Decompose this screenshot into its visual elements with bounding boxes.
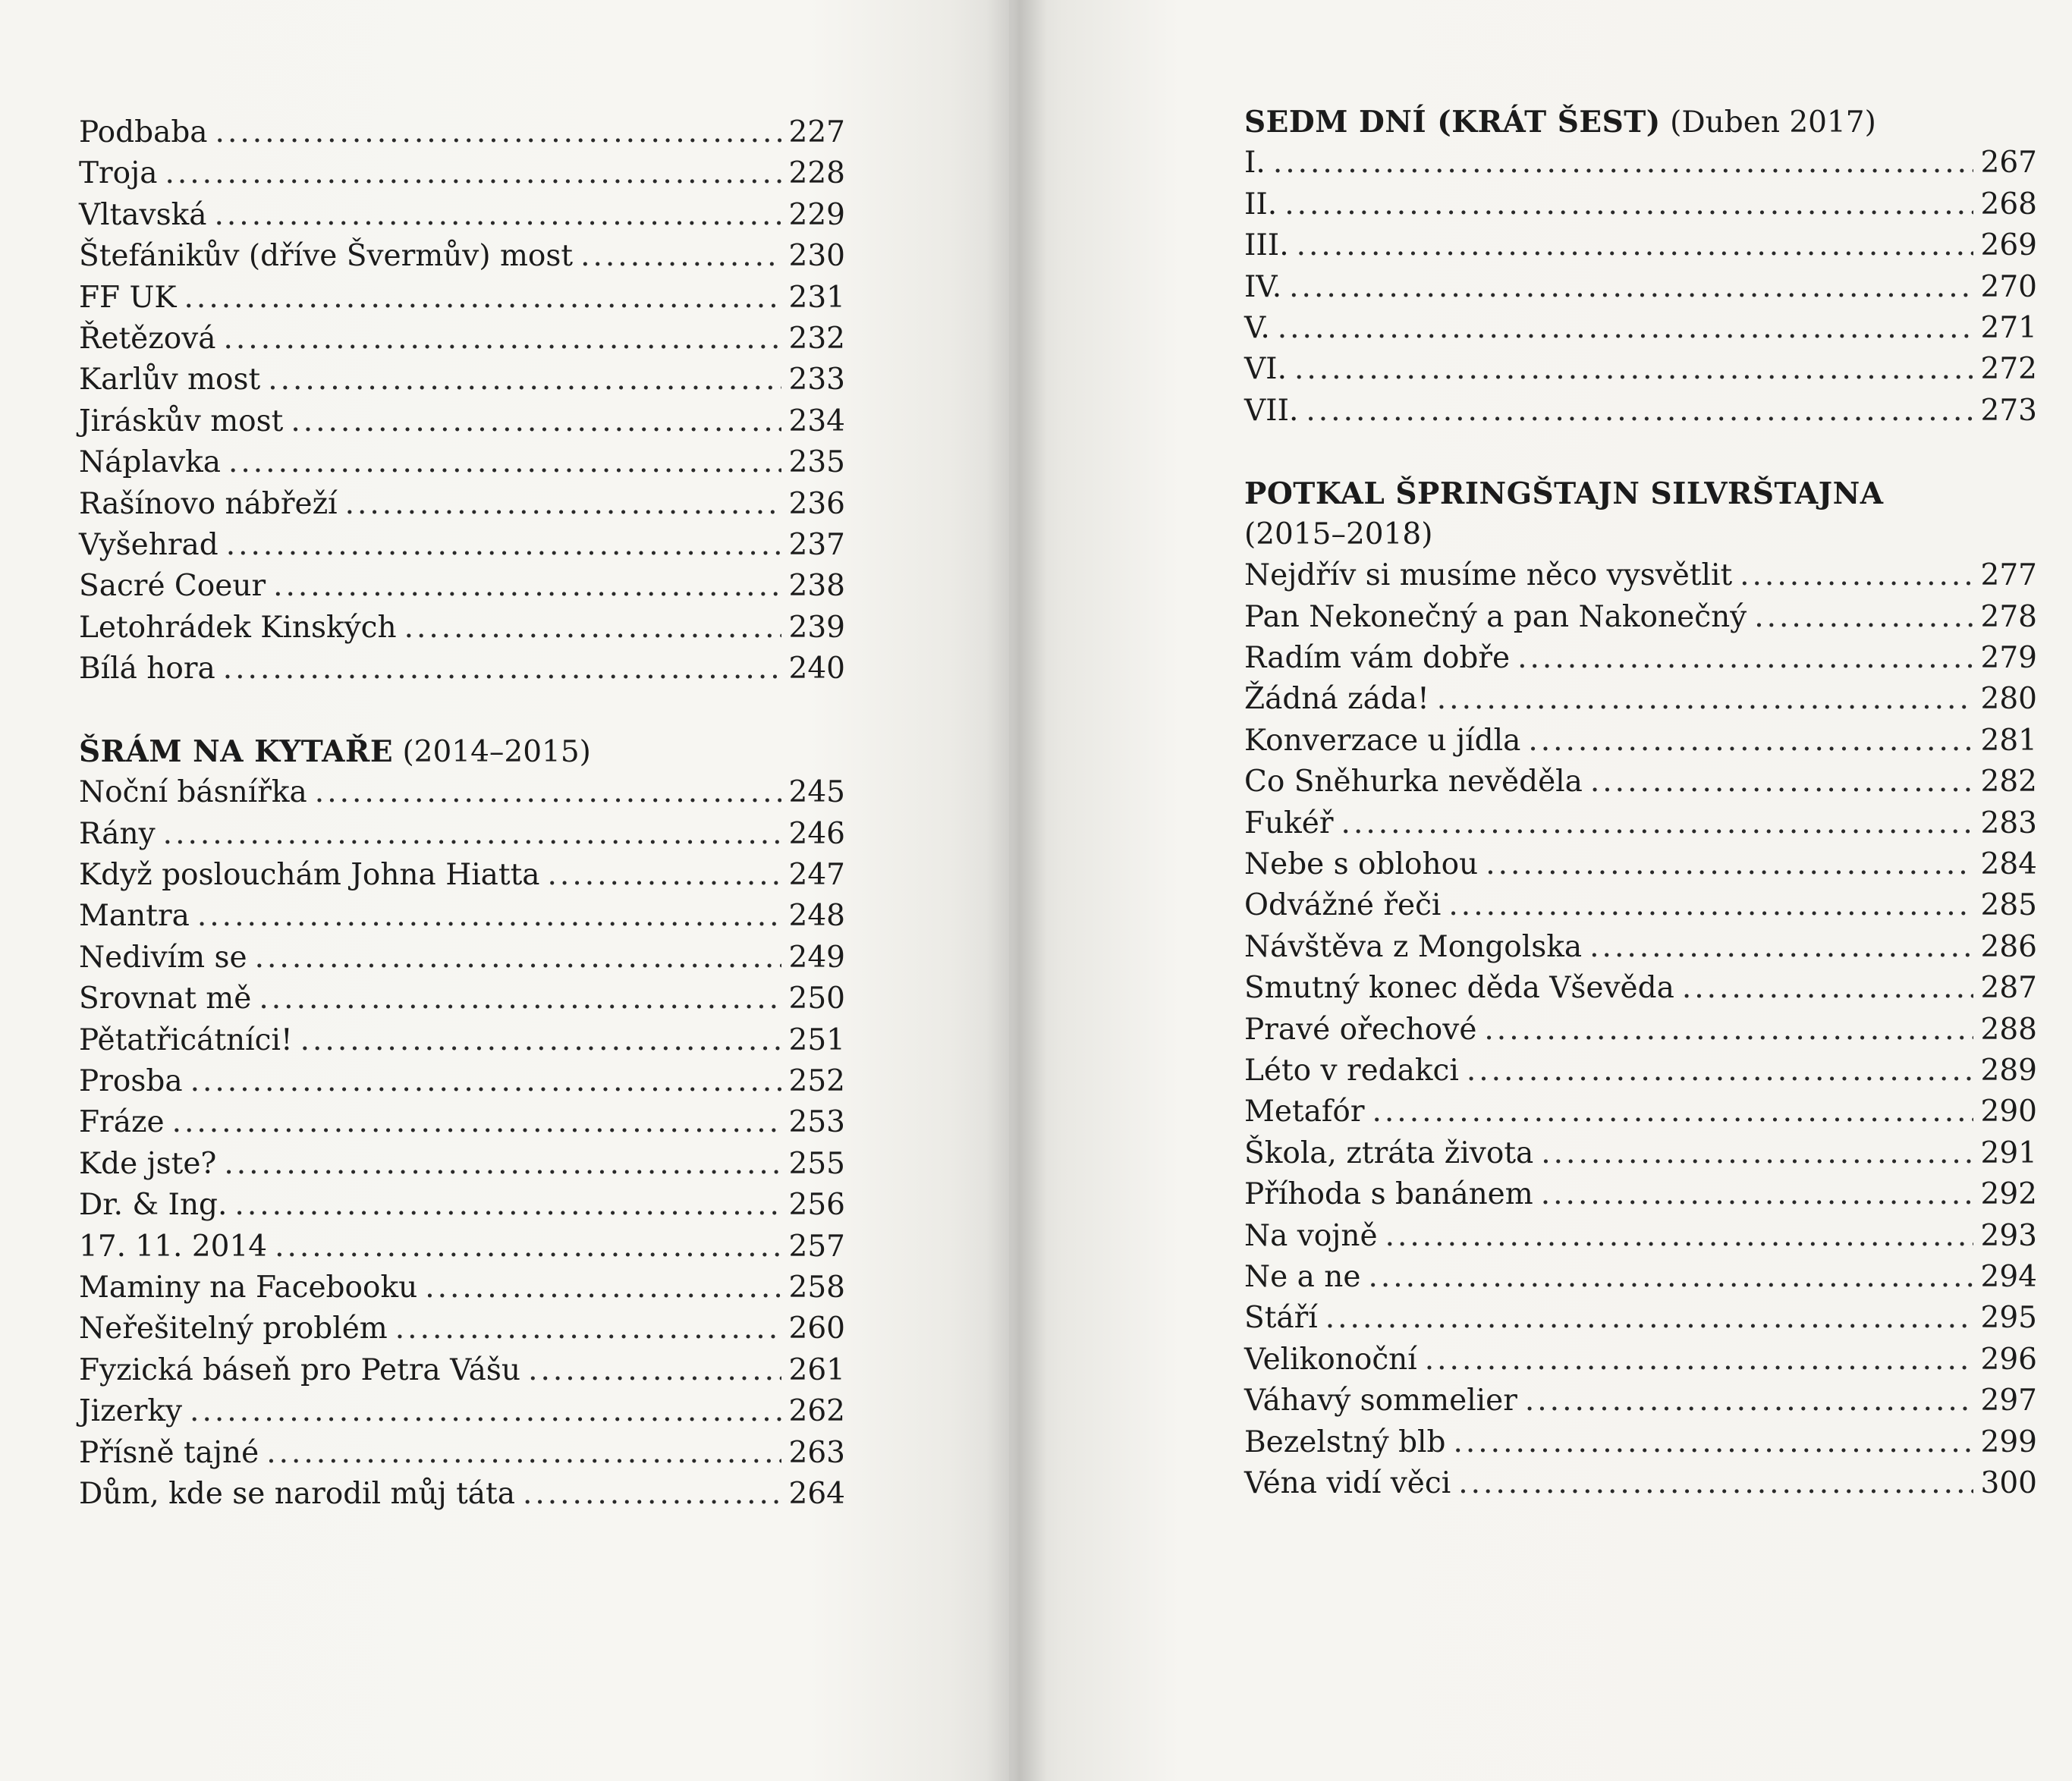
toc-entry-title: Srovnat mě [79,982,252,1016]
dot-leader [1484,1010,1973,1051]
toc-entry-page: 290 [1980,1095,2037,1129]
toc-entry-title: Noční básnířka [79,775,307,810]
toc-entry-page: 284 [1980,847,2037,882]
toc-entry [1244,1340,2037,1381]
dot-leader [172,1102,781,1143]
toc-entry-title: Letohrádek Kinských [79,610,397,645]
toc-entry-title: Příhoda s banánem [1244,1177,1533,1212]
section-heading [1244,473,2037,514]
dot-leader [1289,267,1973,308]
toc-entry-title: Jiráskův most [79,404,284,438]
toc-entry-page: 279 [1980,641,2037,676]
toc-entry-title: Nejdřív si musíme něco vysvětlit [1244,558,1733,593]
toc-entry-page: 251 [788,1022,845,1057]
toc-entry [1244,1463,2037,1504]
toc-entry-page: 273 [1980,393,2037,428]
dot-leader [1517,638,1973,679]
toc-entry-page: 291 [1980,1136,2037,1170]
dot-leader [395,1308,781,1349]
dot-leader [1754,597,1973,638]
toc-entry [79,1144,845,1185]
toc-entry-page: 295 [1980,1301,2037,1336]
toc-entry-title: Přísně tajné [79,1435,259,1470]
dot-leader [1740,555,1973,596]
toc-entry-page: 227 [788,115,845,149]
toc-entry [1244,1298,2037,1339]
dot-leader [1341,803,1973,844]
toc-entry-title: Fukéř [1244,806,1334,840]
toc-entry-title: Vyšehrad [79,527,219,562]
section-heading [79,731,845,772]
toc-entry-title: V. [1244,310,1270,345]
dot-leader [215,195,781,236]
toc-entry-title: Rašínovo nábřeží [79,486,338,521]
toc-entry-page: 283 [1980,806,2037,840]
dot-leader [228,442,781,483]
toc-entry [79,525,845,566]
toc-entry-page: 269 [1980,228,2037,263]
toc-entry-list [1244,143,2037,432]
toc-entry-title: Nedivím se [79,940,247,975]
toc-entry-page: 238 [788,569,845,604]
toc-entry-page: 239 [788,610,845,645]
section-heading [1244,102,2037,143]
toc-entry [1244,1422,2037,1463]
toc-entry-title: Štefánikův (dříve Švermův) most [79,239,574,274]
toc-entry [1244,308,2037,349]
dot-leader [259,978,781,1019]
toc-entry-page: 300 [1980,1465,2037,1500]
toc-entry-page: 296 [1980,1342,2037,1377]
toc-entry [1244,721,2037,762]
toc-entry-page: 248 [788,899,845,934]
dot-leader [1325,1298,1973,1339]
dot-leader [1448,885,1973,926]
toc-entry-title: Léto v redakci [1244,1053,1459,1088]
toc-entry [1244,1092,2037,1132]
toc-entry [79,1185,845,1226]
toc-entry-page: 286 [1980,929,2037,964]
dot-leader [184,278,781,319]
toc-entry-page: 299 [1980,1424,2037,1459]
toc-entry [1244,555,2037,596]
toc-entry-title: Jizerky [79,1394,183,1429]
dot-leader [300,1020,781,1061]
toc-entry-title: Véna vidí věci [1244,1465,1451,1500]
toc-entry-page: 257 [788,1229,845,1264]
dot-leader [1306,391,1973,432]
toc-entry-page: 256 [788,1188,845,1223]
toc-entry-page: 282 [1980,765,2037,799]
toc-entry [79,236,845,277]
section-years: (2015–2018) [1244,517,1433,551]
toc-entry [79,566,845,607]
toc-entry [79,442,845,483]
dot-leader [1682,968,1973,1009]
dot-leader [255,938,781,978]
dot-leader [580,236,781,277]
dot-leader [165,153,781,194]
toc-entry-page: 252 [788,1063,845,1098]
dot-leader [1437,679,1973,720]
toc-entry [79,278,845,319]
toc-entry-page: 245 [788,775,845,810]
toc-entry [79,1433,845,1474]
toc-entry [1244,391,2037,432]
toc-left-column [79,112,845,1515]
toc-entry [1244,1051,2037,1092]
dot-leader [215,112,781,153]
dot-leader [1589,927,1973,968]
section-spacer [79,689,845,730]
section-title: SEDM DNÍ (KRÁT ŠEST) [1244,105,1661,140]
toc-entry-title: Rány [79,816,156,851]
toc-entry-page: 231 [788,280,845,315]
toc-entry-page: 277 [1980,558,2037,593]
dot-leader [1294,349,1973,390]
dot-leader [1458,1463,1973,1504]
toc-entry-title: Na vojně [1244,1218,1378,1253]
toc-entry [1244,1381,2037,1421]
dot-leader [1467,1051,1973,1092]
toc-entry-title: Fyzická báseň pro Petra Vášu [79,1352,521,1387]
book-gutter [986,0,1047,1781]
toc-entry [79,1308,845,1349]
toc-entry-page: 278 [1980,599,2037,634]
toc-entry [1244,184,2037,225]
toc-entry [79,401,845,442]
toc-entry [79,360,845,400]
toc-entry-page: 287 [1980,971,2037,1006]
dot-leader [1528,721,1973,762]
dot-leader [1453,1422,1973,1463]
dot-leader [273,566,781,607]
toc-entry [79,608,845,649]
toc-entry-page: 264 [788,1476,845,1511]
dot-leader [1273,143,1973,184]
toc-entry-list [79,772,845,1515]
toc-entry [79,484,845,525]
toc-entry-title: Prosba [79,1063,183,1098]
toc-entry-page: 240 [788,652,845,686]
section-spacer [1244,432,2037,473]
dot-leader [291,401,781,442]
dot-leader [226,525,781,566]
section-title: ŠRÁM NA KYTAŘE [79,733,394,769]
dot-leader [197,896,781,937]
dot-leader [425,1267,781,1308]
toc-entry-title: IV. [1244,269,1282,304]
dot-leader [268,360,781,400]
toc-entry [79,195,845,236]
toc-entry-title: Dr. & Ing. [79,1188,228,1223]
toc-right-column [1244,102,2037,1504]
dot-leader [1385,1216,1973,1257]
toc-entry [1244,1257,2037,1298]
toc-entry-title: Vltavská [79,197,207,232]
toc-entry [79,649,845,689]
toc-entry-page: 268 [1980,187,2037,221]
toc-entry-title: Nebe s oblohou [1244,847,1479,882]
toc-entry-page: 249 [788,940,845,975]
toc-entry-title: 17. 11. 2014 [79,1229,268,1264]
toc-entry [1244,885,2037,926]
toc-entry-title: Neřešitelný problém [79,1311,388,1346]
toc-entry-title: Bílá hora [79,652,215,686]
toc-entry [1244,927,2037,968]
toc-entry [1244,1010,2037,1051]
section-years: (2014–2015) [402,734,591,769]
toc-entry [79,855,845,896]
toc-entry-page: 246 [788,816,845,851]
toc-entry-page: 232 [788,321,845,356]
toc-entry [79,153,845,194]
toc-entry-page: 235 [788,445,845,480]
toc-entry-title: Radím vám dobře [1244,641,1511,676]
toc-entry [79,938,845,978]
toc-entry-list [1244,555,2037,1504]
toc-entry-page: 236 [788,486,845,521]
toc-entry-page: 261 [788,1352,845,1387]
toc-entry [79,978,845,1019]
toc-entry-page: 271 [1980,310,2037,345]
dot-leader [266,1433,781,1474]
toc-entry-title: Pan Nekonečný a pan Nakonečný [1244,599,1747,634]
dot-leader [1425,1340,1973,1381]
dot-leader [223,649,781,689]
toc-entry-title: Náplavka [79,445,221,480]
toc-entry [79,1267,845,1308]
toc-entry-page: 230 [788,239,845,274]
toc-entry-page: 297 [1980,1384,2037,1418]
toc-entry-title: VI. [1244,352,1287,387]
toc-entry-page: 234 [788,404,845,438]
section-years: (Duben 2017) [1670,105,1876,140]
toc-entry [1244,1133,2037,1174]
toc-entry-page: 258 [788,1270,845,1305]
toc-entry-page: 272 [1980,352,2037,387]
toc-entry-title: VII. [1244,393,1299,428]
toc-entry [1244,597,2037,638]
dot-leader [224,319,781,360]
toc-entry-title: Konverzace u jídla [1244,723,1521,758]
toc-entry-title: Bezelstný blb [1244,1424,1446,1459]
toc-entry [1244,225,2037,266]
toc-entry-title: Dům, kde se narodil můj táta [79,1476,515,1511]
toc-entry [1244,143,2037,184]
toc-entry-title: II. [1244,187,1278,221]
toc-entry-title: Váhavý sommelier [1244,1384,1517,1418]
toc-entry-page: 270 [1980,269,2037,304]
toc-entry-title: Co Sněhurka nevěděla [1244,765,1583,799]
dot-leader [528,1350,781,1391]
toc-entry-title: I. [1244,146,1266,181]
toc-entry-title: Stáří [1244,1301,1318,1336]
toc-entry [79,1061,845,1102]
toc-entry [79,772,845,813]
toc-entry [1244,968,2037,1009]
dot-leader [234,1185,781,1226]
toc-entry-title: FF UK [79,280,177,315]
dot-leader [1297,225,1973,266]
toc-entry-title: Kde jste? [79,1146,217,1181]
toc-entry [79,896,845,937]
toc-entry [79,1102,845,1143]
toc-entry-title: Mantra [79,899,190,934]
dot-leader [190,1391,781,1432]
toc-entry-page: 255 [788,1146,845,1181]
toc-entry [1244,844,2037,885]
toc-entry-page: 237 [788,527,845,562]
toc-entry [1244,267,2037,308]
toc-entry [79,1227,845,1267]
toc-entry-title: Smutný konec děda Vševěda [1244,971,1674,1006]
dot-leader [1541,1133,1973,1174]
toc-entry-title: Řetězová [79,321,216,356]
dot-leader [523,1474,781,1515]
toc-entry-title: Velikonoční [1244,1342,1417,1377]
toc-entry-page: 293 [1980,1218,2037,1253]
toc-entry-page: 233 [788,363,845,397]
dot-leader [1525,1381,1973,1421]
dot-leader [1368,1257,1973,1298]
dot-leader [190,1061,781,1102]
toc-entry-page: 267 [1980,146,2037,181]
toc-entry-title: Fráze [79,1105,165,1140]
dot-leader [345,484,781,525]
toc-entry-title: Sacré Coeur [79,569,266,604]
dot-leader [224,1144,781,1185]
toc-entry-list [79,112,845,689]
dot-leader [275,1227,781,1267]
dot-leader [1486,844,1973,885]
toc-entry-page: 253 [788,1105,845,1140]
section-title: POTKAL ŠPRINGŠTAJN SILVRŠTAJNA [1244,476,1884,511]
toc-entry [79,1350,845,1391]
toc-entry-title: Maminy na Facebooku [79,1270,418,1305]
toc-entry-title: Podbaba [79,115,208,149]
toc-entry-page: 228 [788,156,845,191]
toc-entry [1244,803,2037,844]
toc-entry-title: Karlův most [79,363,261,397]
toc-entry [1244,1216,2037,1257]
toc-entry [79,112,845,153]
dot-leader [548,855,781,896]
dot-leader [1284,184,1973,225]
toc-entry-page: 260 [788,1311,845,1346]
toc-entry-page: 289 [1980,1053,2037,1088]
toc-entry [1244,349,2037,390]
dot-leader [1541,1174,1973,1215]
toc-entry-title: Když poslouchám Johna Hiatta [79,858,540,893]
toc-entry [79,1020,845,1061]
toc-entry-title: Pravé ořechové [1244,1012,1477,1047]
toc-entry-page: 281 [1980,723,2037,758]
dot-leader [163,814,781,855]
toc-entry-page: 229 [788,197,845,232]
toc-entry-title: Žádná záda! [1244,682,1429,717]
toc-entry-title: Metafór [1244,1095,1365,1129]
toc-entry-page: 292 [1980,1177,2037,1212]
toc-entry-page: 263 [788,1435,845,1470]
dot-leader [1372,1092,1973,1132]
toc-entry [79,814,845,855]
toc-entry [79,1391,845,1432]
toc-entry-page: 285 [1980,888,2037,923]
dot-leader [404,608,781,649]
dot-leader [1590,762,1973,803]
toc-entry-page: 280 [1980,682,2037,717]
toc-entry-page: 288 [1980,1012,2037,1047]
toc-entry-title: Troja [79,156,158,191]
dot-leader [315,772,781,813]
toc-entry [79,1474,845,1515]
toc-entry [1244,762,2037,803]
toc-entry-title: Ne a ne [1244,1259,1361,1294]
toc-entry-page: 247 [788,858,845,893]
toc-entry [1244,1174,2037,1215]
toc-entry-title: Návštěva z Mongolska [1244,929,1583,964]
toc-entry-title: III. [1244,228,1289,263]
toc-entry [79,319,845,360]
toc-entry-title: Škola, ztráta života [1244,1136,1534,1170]
toc-entry [1244,679,2037,720]
toc-entry-title: Odvážné řeči [1244,888,1442,923]
toc-entry-page: 262 [788,1394,845,1429]
toc-entry-page: 250 [788,982,845,1016]
dot-leader [1278,308,1973,349]
toc-entry [1244,638,2037,679]
toc-entry-page: 294 [1980,1259,2037,1294]
toc-entry-title: Pětatřicátníci! [79,1022,293,1057]
